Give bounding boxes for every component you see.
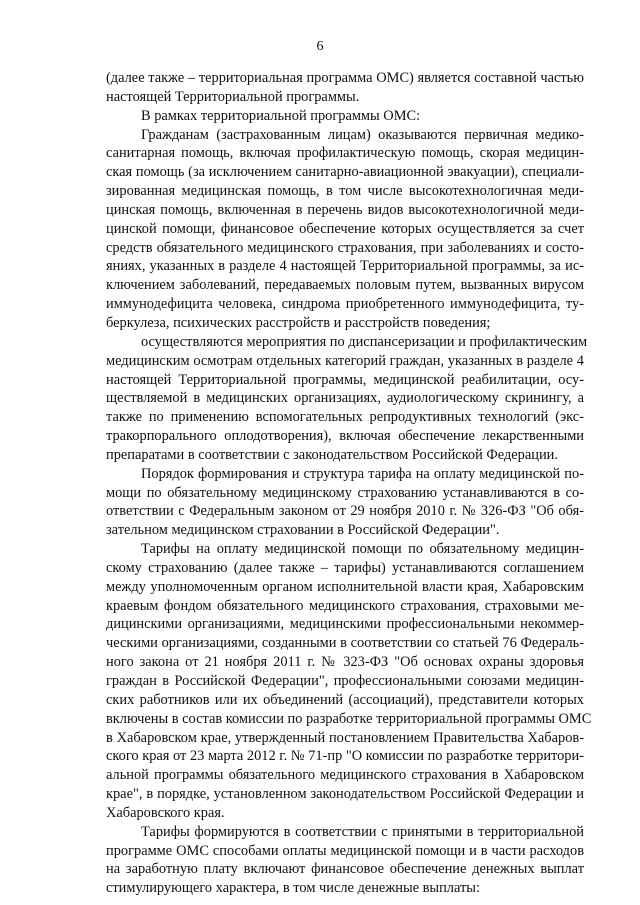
text-line: иммунодефицита человека, синдрома приобретенного иммунодефицита, ту- xyxy=(106,296,584,313)
text-line: ответствии с Федеральным законом от 29 ноября 2010 г. № 326-ФЗ "Об обя- xyxy=(106,503,584,520)
text-line: в Хабаровском крае, утвержденный постановлением Правительства Хабаров- xyxy=(106,729,584,746)
text-line: Тарифы формируются в соответствии с принятыми в территориальной xyxy=(141,823,584,840)
text-line: ществляемой в медицинских организациях, аудиологическому скринингу, а xyxy=(106,390,584,407)
text-line: (далее также – территориальная программа ОМС) является составной частью xyxy=(106,70,584,86)
text-line: настоящей Территориальной программы. xyxy=(106,88,360,105)
text-line: ческими организациями, созданными в соответствии со статьей 76 Федераль- xyxy=(106,635,584,652)
text-line: на заработную плату включают финансовое обеспечение денежных выплат xyxy=(106,861,584,878)
text-line: также по применению вспомогательных репродуктивных технологий (экс- xyxy=(106,409,584,426)
text-line: ского края от 23 марта 2012 г. № 71-пр "О комиссии по разработке территори- xyxy=(106,748,584,765)
text-line: Хабаровского края. xyxy=(106,804,225,821)
text-line: Порядок формирования и структура тарифа на оплату медицинской по- xyxy=(141,465,584,482)
text-line: крае", в порядке, установленном законодательством Российской Федерации и xyxy=(106,786,584,803)
text-line: ская помощь (за исключением санитарно-авиационной эвакуации), специали- xyxy=(106,164,584,181)
text-line: цинская помощь, включенная в перечень видов высокотехнологичной меди- xyxy=(106,201,584,218)
text-line: настоящей Территориальной программы, медицинской реабилитации, осу- xyxy=(106,371,584,388)
text-line: осуществляются мероприятия по диспансеризации и профилактическим xyxy=(141,333,588,350)
text-line: санитарная помощь, включая профилактическую помощь, скорая медицин- xyxy=(106,145,584,162)
document-body xyxy=(106,69,592,898)
text-line: дицинскими организациями, медицинскими профессиональными некоммер- xyxy=(106,616,584,633)
text-line: ключением заболеваний, передаваемых половым путем, вызванных вирусом xyxy=(106,277,584,294)
text-line: медицинским осмотрам отдельных категорий граждан, указанных в разделе 4 xyxy=(106,352,584,369)
text-line: мощи по обязательному медицинскому страхованию устанавливаются в со- xyxy=(106,484,584,501)
text-line: цинской помощи, финансовое обеспечение которых осуществляется за счет xyxy=(106,220,584,237)
page-number: 6 xyxy=(316,39,324,54)
text-line: яниях, указанных в разделе 4 настоящей Территориальной программы, за ис- xyxy=(106,258,584,275)
text-line: зательном медицинском страховании в Российской Федерации". xyxy=(106,522,500,539)
text-line: стимулирующего характера, в том числе денежные выплаты: xyxy=(106,880,480,897)
text-line: средств обязательного медицинского страхования, при заболеваниях и состо- xyxy=(106,239,584,256)
text-line: альной программы обязательного медицинского страхования в Хабаровском xyxy=(106,767,584,784)
text-line: Гражданам (застрахованным лицам) оказываются первичная медико- xyxy=(141,126,584,143)
text-line: тракорпорального оплодотворения), включая обеспечение лекарственными xyxy=(106,428,584,445)
text-line: краевым фондом обязательного медицинского страхования, страховыми ме- xyxy=(106,597,584,614)
text-line: ного закона от 21 ноября 2011 г. № 323-ФЗ "Об основах охраны здоровья xyxy=(106,654,584,671)
text-line: препаратами в соответствии с законодательством Российской Федерации. xyxy=(106,446,558,463)
text-line: беркулеза, психических расстройств и расстройств поведения; xyxy=(106,314,491,331)
text-line: Тарифы на оплату медицинской помощи по обязательному медицин- xyxy=(141,541,584,558)
text-line: скому страхованию (далее также – тарифы) устанавливаются соглашением xyxy=(106,559,584,576)
text-line: граждан в Российской Федерации", профессиональными союзами медицин- xyxy=(106,673,584,689)
text-line: между уполномоченным органом исполнительной власти края, Хабаровским xyxy=(106,578,584,595)
text-line: В рамках территориальной программы ОМС: xyxy=(141,107,421,124)
text-line: зированная медицинская помощь, в том числе высокотехнологичная меди- xyxy=(106,183,584,200)
text-line: ских работников или их объединений (ассоциаций), представители которых xyxy=(106,691,584,708)
text-line: включены в состав комиссии по разработке территориальной программы ОМС xyxy=(106,710,592,727)
text-line: программе ОМС способами оплаты медицинской помощи и в части расходов xyxy=(106,842,584,859)
